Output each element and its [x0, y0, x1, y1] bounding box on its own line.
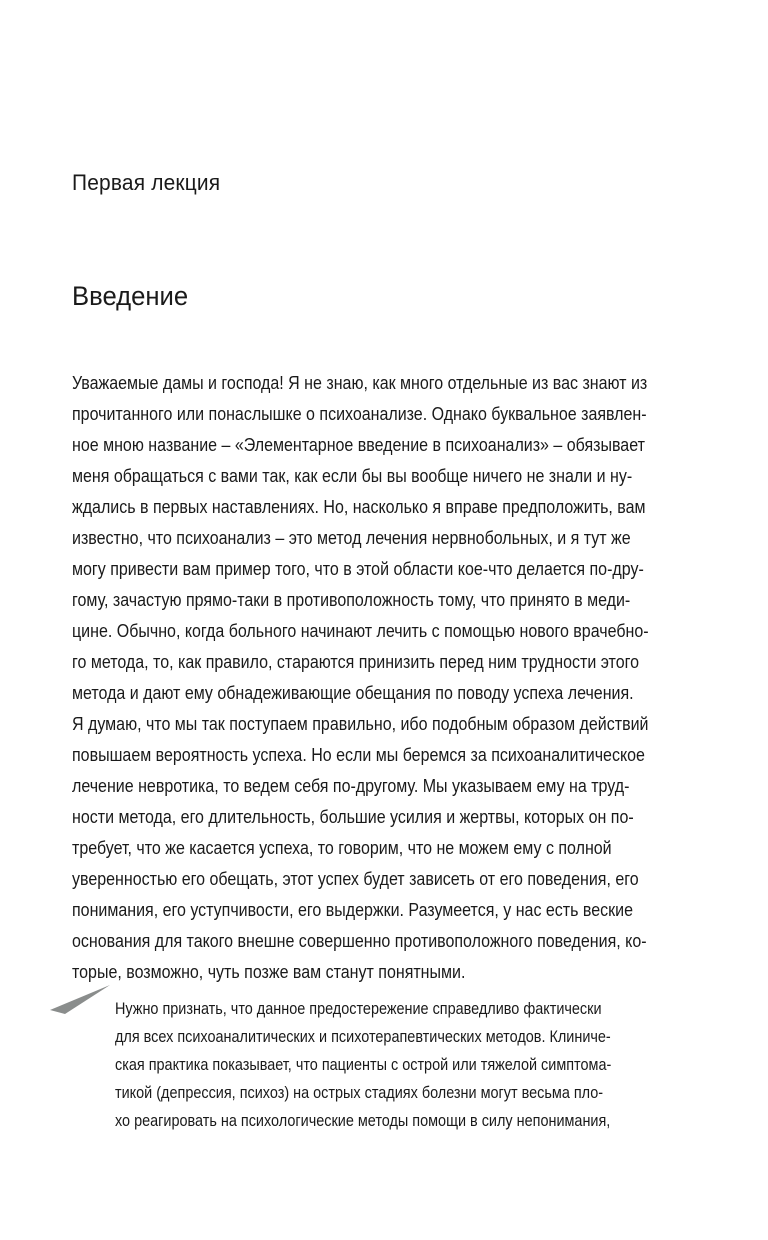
text-line: могу привести вам пример того, что в этой области кое-что делается по-дру-	[72, 559, 644, 579]
text-line: метода и дают ему обнадеживающие обещания по поводу успеха лечения.	[72, 683, 634, 703]
note-line: тикой (депрессия, психоз) на острых стадиях болезни могут весьма пло-	[115, 1083, 604, 1102]
lecture-label: Первая лекция	[72, 170, 221, 195]
text-line: меня обращаться с вами так, как если бы вы вообще ничего не знали и ну-	[72, 466, 633, 486]
text-line: прочитанного или понаслышке о психоанализе. Однако буквальное заявлен-	[72, 404, 647, 424]
text-line: Я думаю, что мы так поступаем правильно, ибо подобным образом действий	[72, 714, 649, 734]
note-line: Нужно признать, что данное предостережение справедливо фактически	[115, 999, 602, 1018]
note-line: ская практика показывает, что пациенты с острой или тяжелой симптома-	[115, 1055, 612, 1074]
text-line: понимания, его уступчивости, его выдержки. Разумеется, у нас есть веские	[72, 900, 633, 920]
text-line: уверенностью его обещать, этот успех будет зависеть от его поведения, его	[72, 869, 639, 889]
text-line: Уважаемые дамы и господа! Я не знаю, как много отдельные из вас знают из	[72, 373, 648, 393]
text-line: требует, что же касается успеха, то говорим, что не можем ему с полной	[72, 838, 612, 858]
text-line: основания для такого внешне совершенно противоположного поведения, ко-	[72, 931, 647, 951]
triangle-pointer-shape	[50, 985, 110, 1014]
text-line: ное мною название – «Элементарное введение в психоанализ» – обязывает	[72, 435, 645, 455]
text-line: цине. Обычно, когда больного начинают лечить с помощью нового врачебно-	[72, 621, 649, 641]
text-line: ждались в первых наставлениях. Но, насколько я вправе предположить, вам	[72, 497, 646, 517]
text-line: ности метода, его длительность, большие усилия и жертвы, которых он по-	[72, 807, 634, 827]
text-line: го метода, то, как правило, стараются принизить перед ним трудности этого	[72, 652, 639, 672]
commentary-note	[115, 995, 660, 1135]
text-line: лечение невротика, то ведем себя по-другому. Мы указываем ему на труд-	[72, 776, 630, 796]
note-line: хо реагировать на психологические методы помощи в силу непонимания,	[115, 1111, 611, 1130]
text-line: гому, зачастую прямо-таки в противоположность тому, что принято в меди-	[72, 590, 631, 610]
text-line: повышаем вероятность успеха. Но если мы беремся за психоаналитическое	[72, 745, 645, 765]
body-paragraph	[72, 368, 682, 988]
chapter-title: Введение	[72, 281, 189, 311]
text-line: торые, возможно, чуть позже вам станут понятными.	[72, 962, 466, 982]
triangle-pointer-icon	[48, 985, 112, 1015]
note-line: для всех психоаналитических и психотерапевтических методов. Клиниче-	[115, 1027, 611, 1046]
text-line: известно, что психоанализ – это метод лечения нервнобольных, и я тут же	[72, 528, 631, 548]
